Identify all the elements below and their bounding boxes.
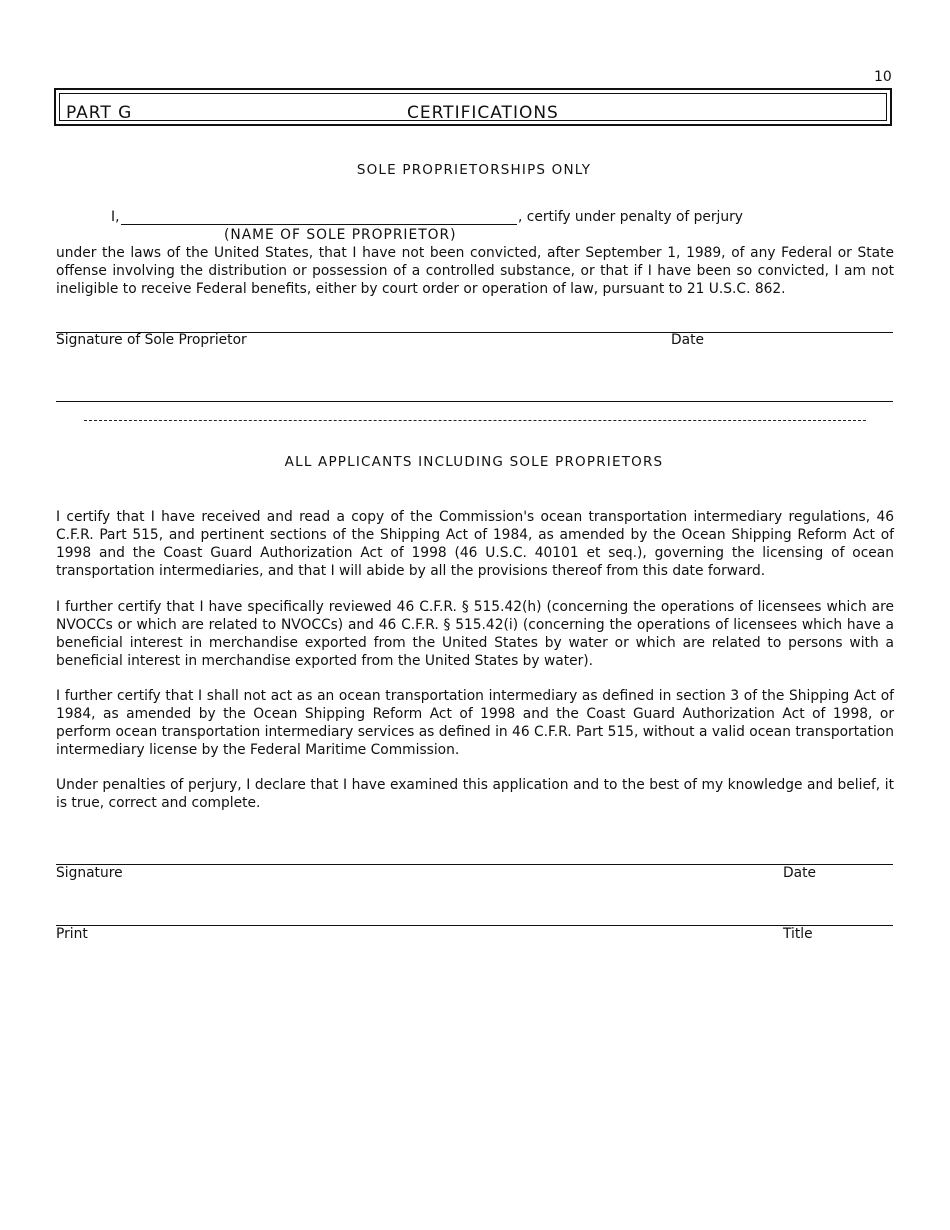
certify-suffix: , certify under penalty of perjury [518,209,743,225]
sole-certification-text: under the laws of the United States, that I have not been convicted, after September 1, 1989, of any Federal or State offense involving the distribution or possession of a controlled substance, or that if I have been so convicted, I am not ineligible to receive Federal benefits, either by court order or operation of law, pursuant to 21 U.S.C. 862. [56,245,894,297]
print-label: Print [56,926,88,942]
applicant-signature-line[interactable] [56,864,893,865]
certification-paragraph-1: I certify that I have received and read a copy of the Commission's ocean transportation intermediary regulations, 46 C.F.R. Part 515, and pertinent sections of the Shipping Act of 1984, as amended by the Ocean Shipping Reform Act of 1998 and the Coast Guard Authorization Act of 1998 (46 U.S.C. 40101 et seq.), governing the licensing of ocean transportation intermediaries, and that I will abide by all the provisions thereof from this date forward. [56,509,894,579]
page-number: 10 [874,69,892,85]
certification-paragraph-2: I further certify that I have specifically reviewed 46 C.F.R. § 515.42(h) (concerning the operations of licensees which are NVOCCs or which are related to NVOCCs) and 46 C.F.R. § 515.42(i) (concerning the operations of licensees which have a beneficial interest in merchandise exported from the United States by water or which are related to persons with a beneficial interest in merchandise exported from the United States by water). [56,599,894,669]
applicant-date-label: Date [783,865,816,881]
sole-signature-label: Signature of Sole Proprietor [56,332,247,348]
applicant-signature-label: Signature [56,865,123,881]
certify-prefix: I, [111,209,120,225]
name-field-label: (NAME OF SOLE PROPRIETOR) [224,227,457,243]
section-title: CERTIFICATIONS [407,103,559,123]
title-label: Title [783,926,813,942]
certification-paragraph-4: Under penalties of perjury, I declare that I have examined this application and to the best of my knowledge and belief, it is true, correct and complete. [56,777,894,811]
print-name-line[interactable] [56,925,893,926]
section-divider-line [56,401,893,402]
certification-paragraph-3: I further certify that I shall not act as an ocean transportation intermediary as defined in section 3 of the Shipping Act of 1984, as amended by the Ocean Shipping Reform Act of 1998 and the Coast Guard Authorization Act of 1998, or perform ocean transportation intermediary services as defined in 46 C.F.R. Part 515, without a valid ocean transportation intermediary license by the Federal Maritime Commission. [56,688,894,758]
part-label: PART G [66,103,133,123]
sole-date-label: Date [671,332,704,348]
dashed-separator [84,420,866,421]
sole-proprietorship-heading: SOLE PROPRIETORSHIPS ONLY [356,162,592,178]
all-applicants-heading: ALL APPLICANTS INCLUDING SOLE PROPRIETORS [284,454,664,470]
sole-proprietor-name-field[interactable] [121,224,517,225]
